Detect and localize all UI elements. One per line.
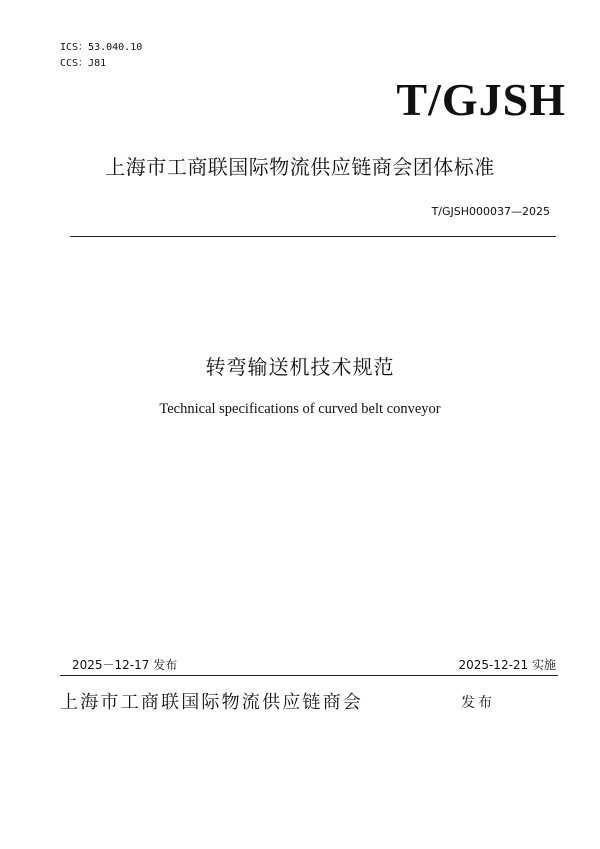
footer-divider [60, 675, 558, 676]
header-divider [70, 236, 556, 237]
publish-date: 2025－12-17 发布 [72, 658, 178, 672]
publish-label: 发布 [461, 695, 495, 711]
organization-title: 上海市工商联国际物流供应链商会团体标准 [105, 155, 495, 179]
implement-date: 2025-12-21 实施 [458, 658, 556, 672]
document-title-chinese: 转弯输送机技术规范 [205, 355, 395, 379]
standard-number: T/GJSH000037—2025 [431, 205, 550, 218]
ics-code: ICS：53.040.10 [60, 42, 143, 53]
publisher-name: 上海市工商联国际物流供应链商会 [60, 692, 363, 713]
ccs-code: CCS：J81 [60, 58, 107, 69]
document-title-english: Technical specifications of curved belt conveyor [159, 401, 441, 417]
standard-code-logo: T/GJSH [396, 74, 566, 125]
